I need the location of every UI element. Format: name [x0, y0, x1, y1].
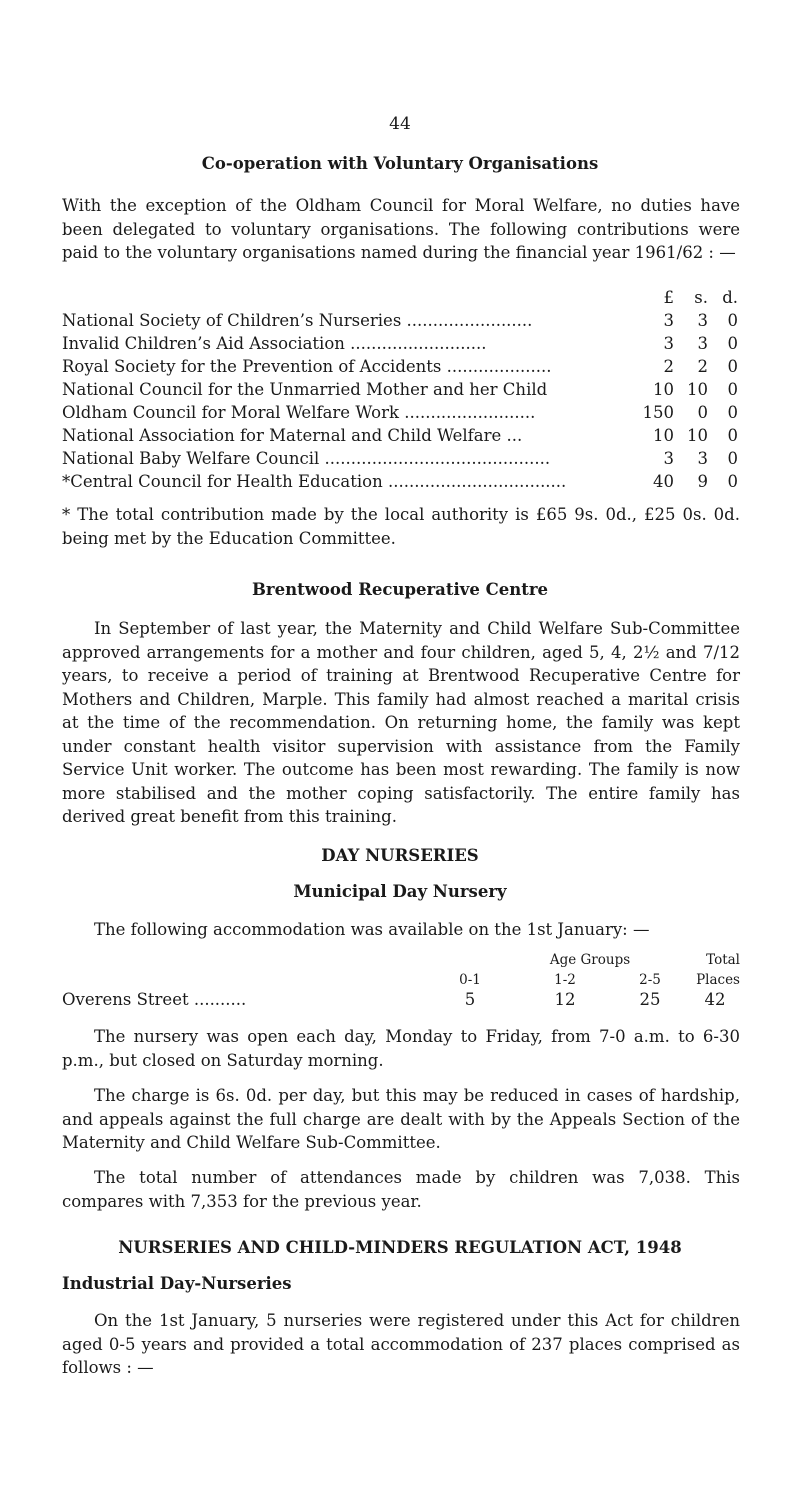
- nursery-name: Overens Street ..........: [62, 990, 247, 1009]
- organisation-name: Oldham Council for Moral Welfare Work .........................: [62, 403, 536, 422]
- places-header: Places: [696, 972, 740, 988]
- organisation-name: Royal Society for the Prevention of Accidents ....................: [62, 357, 552, 376]
- pence-header: d.: [722, 288, 738, 307]
- total-places-value: 42: [704, 990, 726, 1009]
- shillings-value: 0: [697, 403, 708, 422]
- cooperation-heading: Co-operation with Voluntary Organisations: [201, 154, 599, 173]
- age-groups-header: Age Groups: [549, 952, 631, 968]
- age-column-header: 0-1: [459, 972, 481, 988]
- pence-value: 0: [727, 357, 738, 376]
- organisation-name: National Baby Welfare Council ...........................................: [62, 449, 551, 468]
- pounds-value: 10: [653, 426, 674, 445]
- pounds-value: 3: [663, 334, 674, 353]
- industrial-day-nurseries-heading: Industrial Day-Nurseries: [62, 1274, 292, 1293]
- contribution-row: [62, 334, 742, 357]
- pence-value: 0: [727, 380, 738, 399]
- municipal-day-nursery-heading: Municipal Day Nursery: [293, 882, 507, 901]
- contribution-row: [62, 357, 742, 380]
- charge-paragraph: The charge is 6s. 0d. per day, but this may be reduced in cases of hardship, and appeals against the full charge are dealt with by the Appeals Section of the Maternity and Child Welfare Sub-Committee.: [62, 1086, 740, 1152]
- contribution-row: [62, 311, 742, 334]
- shillings-value: 3: [697, 311, 708, 330]
- contribution-row: [62, 380, 742, 403]
- pence-value: 0: [727, 449, 738, 468]
- pounds-value: 150: [642, 403, 674, 422]
- pence-value: 0: [727, 426, 738, 445]
- organisation-name: National Council for the Unmarried Mother and her Child: [62, 380, 548, 399]
- age-column-header: 2-5: [639, 972, 661, 988]
- pence-value: 0: [727, 334, 738, 353]
- pounds-value: 3: [663, 449, 674, 468]
- pounds-header: £: [663, 288, 674, 307]
- contribution-row: [62, 472, 742, 495]
- pounds-value: 3: [663, 311, 674, 330]
- organisation-name: National Association for Maternal and Child Welfare ...: [62, 426, 523, 445]
- organisation-name: Invalid Children’s Aid Association ..........................: [62, 334, 487, 353]
- shillings-value: 10: [687, 380, 708, 399]
- age-value: 12: [554, 990, 576, 1009]
- attendances-paragraph: The total number of attendances made by children was 7,038. This compares with 7,353 for the previous year.: [62, 1168, 740, 1211]
- contribution-row: [62, 403, 742, 426]
- regulation-body: On the 1st January, 5 nurseries were registered under this Act for children aged 0-5 years and provided a total accommodation of 237 places comprised as follows : —: [62, 1311, 740, 1377]
- accommodation-intro: The following accommodation was available on the 1st January: —: [94, 920, 650, 939]
- pence-value: 0: [727, 472, 738, 491]
- shillings-value: 9: [697, 472, 708, 491]
- pence-value: 0: [727, 311, 738, 330]
- age-value: 5: [464, 990, 476, 1009]
- brentwood-heading: Brentwood Recuperative Centre: [251, 580, 549, 599]
- shillings-header: s.: [694, 288, 708, 307]
- pounds-value: 40: [653, 472, 674, 491]
- contribution-row: [62, 449, 742, 472]
- age-column-header: 1-2: [554, 972, 576, 988]
- pounds-value: 10: [653, 380, 674, 399]
- shillings-value: 2: [697, 357, 708, 376]
- organisation-name: *Central Council for Health Education ..................................: [62, 472, 567, 491]
- pounds-value: 2: [663, 357, 674, 376]
- day-nurseries-heading: DAY NURSERIES: [321, 846, 479, 865]
- brentwood-body: In September of last year, the Maternity and Child Welfare Sub-Committee approved arrangements for a mother and four children, aged 5, 4, 2½ and 7/12 years, to receive a period of training at Brentwood Recuperative Centre for Mothers and Children, Marple. This family had almost reached a marital crisis at the time of the recommendation. On returning home, the family was kept under constant health visitor supervision with assistance from the Family Service Unit worker. The outcome has been most rewarding. The family is now more stabilised and the mother coping satisfactorily. The entire family has derived great benefit from this training.: [62, 619, 740, 826]
- page-number: 44: [389, 114, 411, 134]
- shillings-value: 10: [687, 426, 708, 445]
- pence-value: 0: [727, 403, 738, 422]
- opening-hours-paragraph: The nursery was open each day, Monday to Friday, from 7-0 a.m. to 6-30 p.m., but closed on Saturday morning.: [62, 1027, 740, 1070]
- age-value: 25: [639, 990, 661, 1009]
- contribution-footnote: * The total contribution made by the local authority is £65 9s. 0d., £25 0s. 0d. being met by the Education Committee.: [62, 505, 740, 548]
- currency-header-row: [62, 288, 742, 311]
- shillings-value: 3: [697, 334, 708, 353]
- cooperation-intro: With the exception of the Oldham Council for Moral Welfare, no duties have been delegated to voluntary organisations. The following contributions were paid to the voluntary organisations named during the financial year 1961/62 : —: [62, 196, 740, 262]
- organisation-name: National Society of Children’s Nurseries ........................: [62, 311, 533, 330]
- shillings-value: 3: [697, 449, 708, 468]
- regulation-act-heading: NURSERIES AND CHILD-MINDERS REGULATION ACT, 1948: [118, 1238, 682, 1257]
- contribution-row: [62, 426, 742, 449]
- total-header: Total: [706, 952, 740, 968]
